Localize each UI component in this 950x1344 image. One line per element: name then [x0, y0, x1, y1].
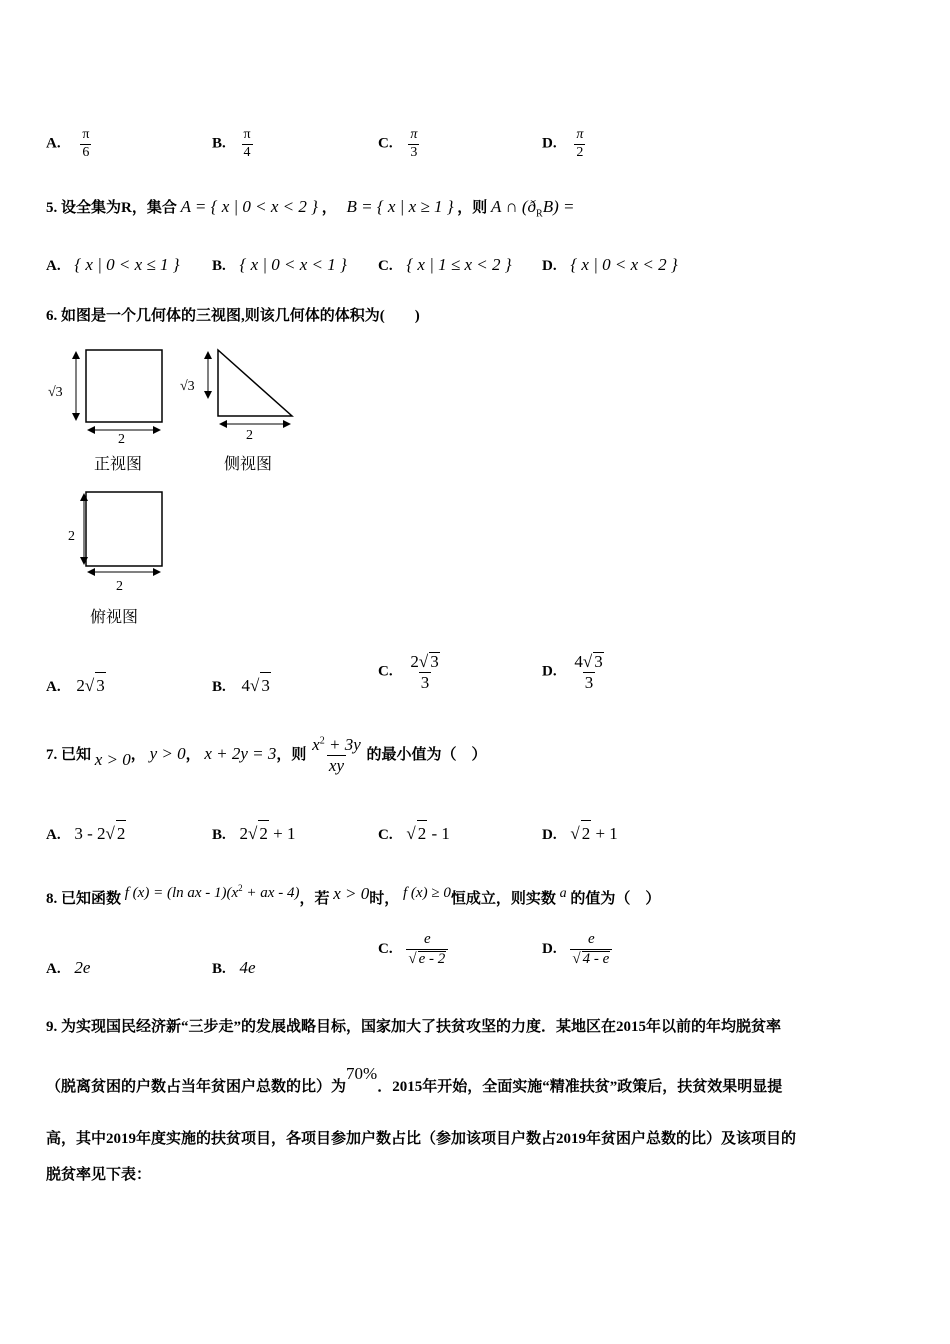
front-view-rect: [86, 350, 162, 422]
q4-option-a: [46, 128, 91, 160]
top-height-label: 2: [68, 529, 75, 544]
option-label: D.: [542, 135, 557, 152]
question-number: 9.: [46, 1019, 58, 1035]
option-value: 4√ 3: [242, 676, 271, 695]
q7-option-b: [212, 820, 295, 848]
separator: ，: [321, 200, 337, 216]
q5-option-c: [378, 252, 512, 279]
question-text: 的最小值为（ ）: [366, 746, 487, 763]
question-9-line-3: 高，其中2019年度实施的扶贫项目，各项目参加户数占比（参加该项目户数占2019年贫困户总数的比）及该项目的: [46, 1131, 797, 1147]
objective-fraction: $\frac{x^2 + 3y}{xy}$: [312, 735, 361, 775]
top-view-caption: 俯视图: [90, 609, 139, 626]
front-view-caption: 正视图: [94, 456, 143, 473]
fraction-denominator: 6: [82, 144, 90, 160]
option-value: 2√ 2 + 1: [240, 824, 296, 843]
three-views-figure: [40, 340, 310, 630]
question-text: （脱离贫困的户数占当年贫困户总数的比）为: [46, 1079, 347, 1095]
set-b: B = { x | x ≥ 1 }: [346, 197, 454, 216]
option-label: C.: [378, 663, 393, 680]
option-label: B.: [212, 679, 226, 695]
front-height-label: √3: [48, 385, 63, 400]
option-fraction: [408, 128, 419, 160]
option-label: D.: [542, 663, 557, 680]
option-value: { x | 1 ≤ x < 2 }: [406, 255, 512, 274]
option-label: B.: [212, 135, 226, 152]
question-7: 7. 已知 x > 0， y > 0， x + 2y = 3，则 $\frac{x^2 + 3y}{xy}$ 的最小值为（ ）: [46, 735, 487, 775]
option-value: { x | 0 < x < 1 }: [239, 255, 347, 274]
side-view: [180, 350, 292, 473]
question-number: 5.: [46, 200, 58, 216]
option-label: A.: [46, 135, 61, 152]
fraction-denominator: 3: [410, 144, 418, 160]
question-text: 设全集为R，集合: [61, 200, 177, 216]
option-label: B.: [212, 961, 226, 977]
inequality: f (x) ≥ 0: [403, 885, 451, 901]
q6-option-c: [378, 652, 442, 692]
domain-condition: x > 0: [333, 884, 370, 903]
side-view-triangle: [218, 350, 292, 416]
poverty-rate: 70%: [346, 1064, 378, 1083]
question-8: 8. 已知函数 f (x) = (ln ax - $1)(x^2$ + ax - 4)，若 x > 0时， f (x) ≥ 0恒成立，则实数 a 的值为（ ）: [46, 883, 661, 907]
condition-x: x > 0: [94, 749, 131, 769]
option-label: B.: [212, 827, 226, 843]
question-9-line-4: 脱贫率见下表：: [46, 1167, 152, 1183]
fraction-denominator: 4: [243, 144, 251, 160]
option-fraction: $\frac{4√ 3}{3}$: [574, 652, 603, 692]
q4-option-c: [378, 128, 419, 160]
q5-option-d: [542, 252, 678, 279]
q7-option-a: [46, 820, 126, 848]
option-fraction: [80, 128, 91, 160]
option-fraction: $\frac{e}{√ 4 - e}$: [570, 932, 612, 968]
question-text: 已知函数: [61, 891, 122, 907]
side-width-label: 2: [246, 428, 253, 443]
option-fraction: [574, 128, 585, 160]
side-view-caption: 侧视图: [224, 456, 273, 473]
question-text: 已知: [61, 746, 92, 763]
option-fraction: $\frac{2√ 3}{3}$: [410, 652, 439, 692]
option-label: D.: [542, 258, 557, 274]
option-fraction: $\frac{e}{√ e - 2}$: [406, 932, 448, 968]
option-label: A.: [46, 961, 61, 977]
condition-sum: x + 2y = 3: [204, 743, 277, 763]
function-definition: f (x) = (ln ax - $1)(x^2$ + ax - 4): [124, 883, 300, 901]
option-value: 4e: [239, 958, 256, 977]
q8-option-d: [542, 932, 612, 968]
q5-option-b: [212, 252, 347, 279]
q6-option-a: [46, 672, 106, 700]
question-9-line-2: [46, 1066, 782, 1107]
top-view: [68, 492, 162, 626]
question-text: ，则: [457, 200, 488, 216]
option-value: 2√ 3: [76, 676, 105, 695]
option-value: √ 2 - 1: [406, 824, 450, 843]
option-label: C.: [378, 827, 393, 843]
question-5: [46, 192, 575, 229]
expression: A ∩ $(ð_RB)$ =: [491, 197, 575, 220]
q4-option-d: [542, 128, 585, 160]
q7-option-c: [378, 820, 450, 848]
option-label: A.: [46, 258, 61, 274]
option-label: C.: [378, 941, 393, 958]
q8-option-b: [212, 955, 256, 982]
option-value: 3 - 2√ 2: [74, 824, 126, 843]
q7-option-d: [542, 820, 618, 848]
question-number: 8.: [46, 891, 58, 907]
option-label: D.: [542, 941, 557, 958]
q5-option-a: [46, 252, 180, 279]
top-width-label: 2: [116, 579, 123, 594]
question-6: [46, 304, 420, 325]
side-height-label: √3: [180, 379, 195, 394]
front-view: [48, 350, 162, 473]
question-number: 6.: [46, 308, 58, 324]
option-fraction: [242, 128, 253, 160]
fraction-numerator: π: [576, 127, 584, 142]
fraction-denominator: 2: [576, 144, 584, 160]
top-view-rect: [86, 492, 162, 566]
option-label: C.: [378, 135, 393, 152]
set-a: A = { x | 0 < x < 2 }: [180, 197, 318, 216]
option-label: A.: [46, 827, 61, 843]
option-value: { x | 0 < x ≤ 1 }: [74, 255, 180, 274]
parameter-a: a: [559, 886, 567, 901]
option-label: D.: [542, 827, 557, 843]
q8-option-a: [46, 955, 90, 982]
q4-option-b: [212, 128, 253, 160]
option-label: C.: [378, 258, 393, 274]
question-text: 的值为（ ）: [570, 891, 661, 907]
condition-y: y > 0: [149, 743, 186, 763]
option-label: B.: [212, 258, 226, 274]
question-text: ．2015年开始，全面实施“精准扶贫”政策后，扶贫效果明显提: [377, 1079, 783, 1095]
option-label: A.: [46, 679, 61, 695]
fraction-numerator: π: [82, 127, 90, 142]
q6-option-d: [542, 652, 606, 692]
fraction-numerator: π: [243, 127, 251, 142]
option-value: 2e: [74, 958, 91, 977]
q6-option-b: [212, 672, 271, 700]
question-text: 如图是一个几何体的三视图,则该几何体的体积为( ): [61, 308, 420, 324]
question-text: 为实现国民经济新“三步走”的发展战略目标，国家加大了扶贫攻坚的力度．某地区在2015年以前的年均脱贫率: [61, 1019, 782, 1035]
fraction-numerator: π: [410, 127, 418, 142]
question-9-line-1: [46, 1018, 781, 1036]
front-width-label: 2: [118, 432, 125, 447]
option-value: √ 2 + 1: [570, 824, 617, 843]
option-value: { x | 0 < x < 2 }: [570, 255, 678, 274]
question-number: 7.: [46, 746, 58, 763]
q8-option-c: [378, 932, 448, 968]
